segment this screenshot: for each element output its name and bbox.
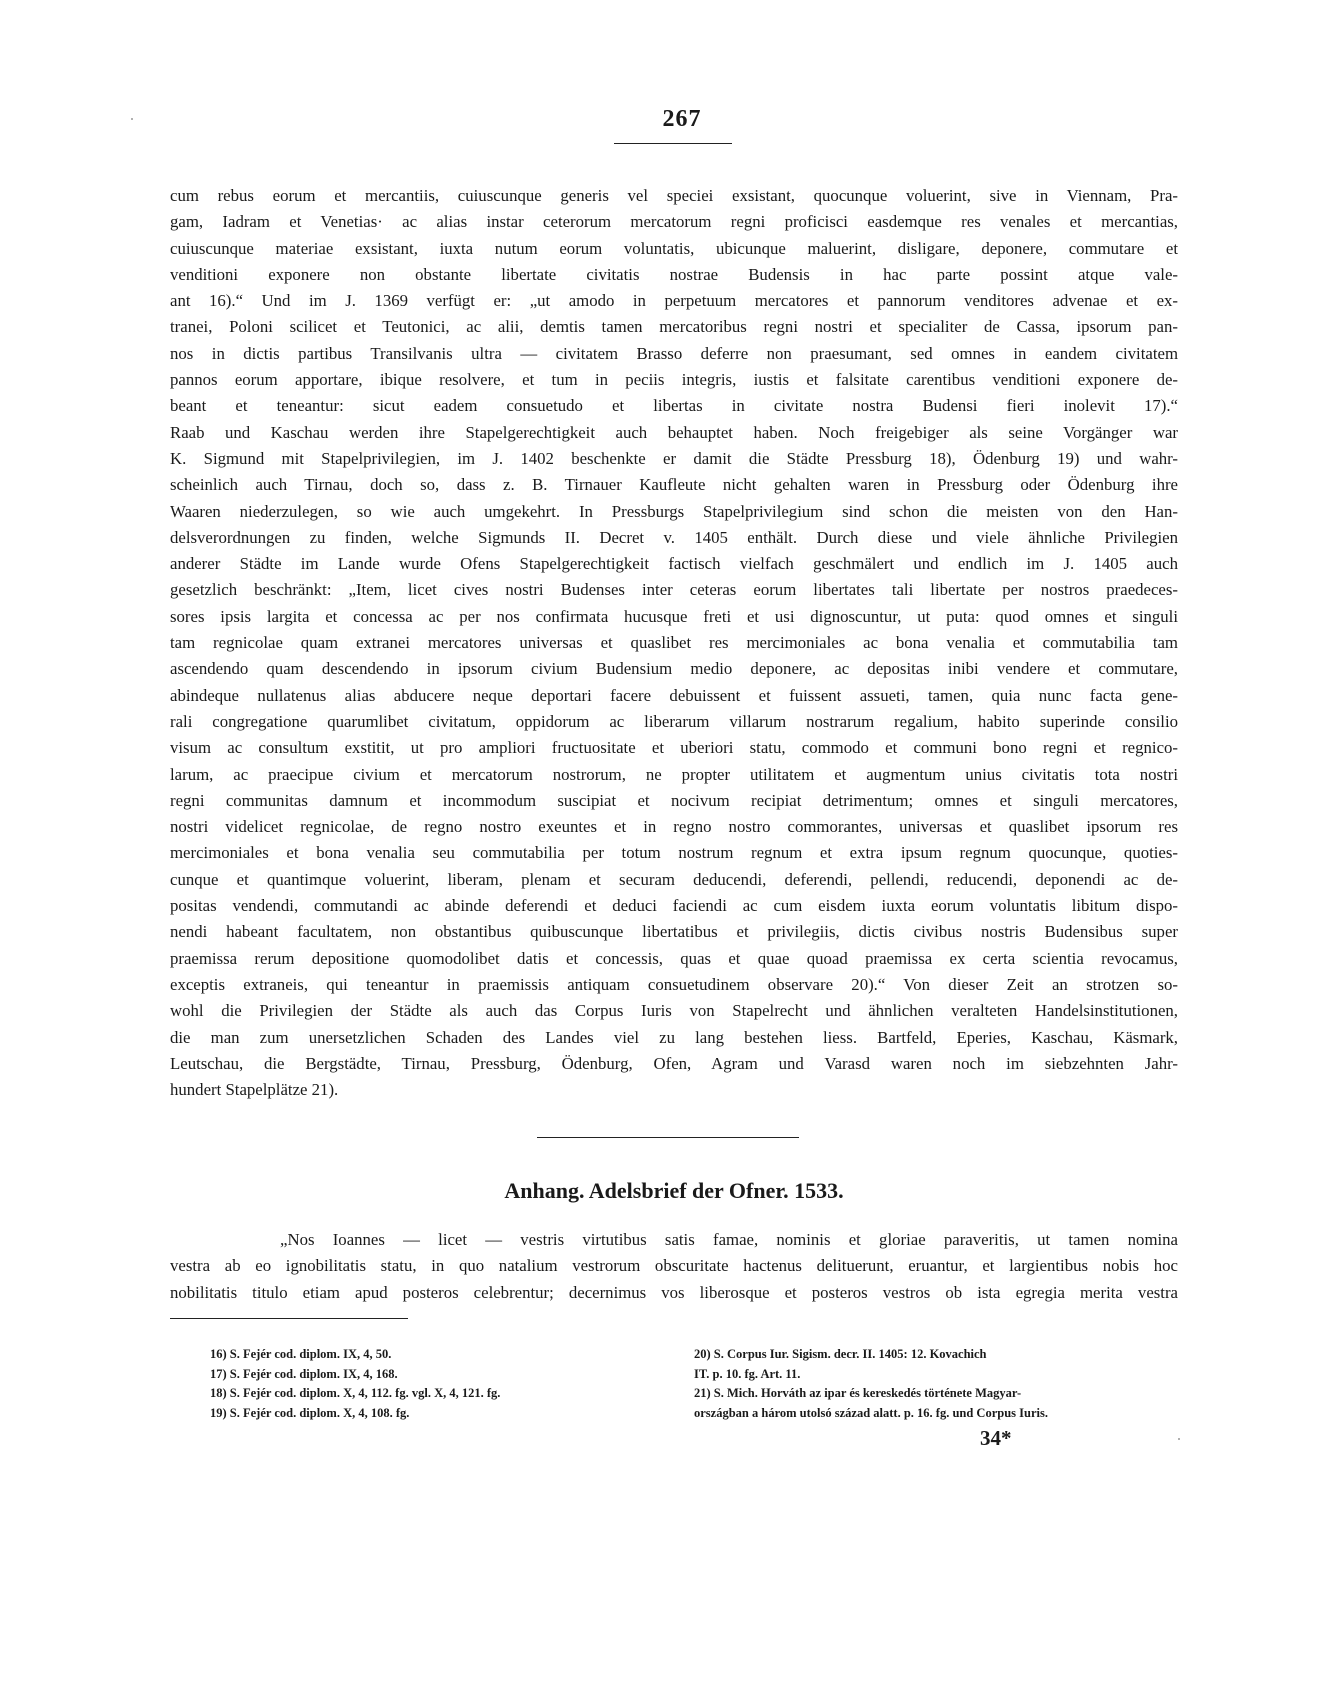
text-line: tranei, Poloni scilicet et Teutonici, ac alii, demtis tamen mercatoribus regni nostri et specialiter de Cassa, ipsorum pan- bbox=[170, 317, 1178, 337]
text-line: larum, ac praecipue civium et mercatorum nostrorum, ne propter utilitatem et augmentum unius civitatis tota nostri bbox=[170, 764, 1178, 784]
text-line: nos in dictis partibus Transilvanis ultra — civitatem Brasso deferre non praesumant, sed omnes in eandem civitatem bbox=[170, 343, 1178, 363]
appendix-line: „Nos Ioannes — licet — vestris virtutibus satis famae, nominis et gloriae paraveritis, ut tamen nomina bbox=[280, 1230, 1178, 1249]
text-line: Waaren niederzulegen, so wie auch umgekehrt. In Pressburgs Stapelprivilegium sind schon die meisten von den Han- bbox=[170, 501, 1178, 521]
appendix-line: nobilitatis titulo etiam apud posteros celebrentur; decernimus vos liberosque et posteros vestros ob ista egregia merita vestra bbox=[170, 1282, 1178, 1302]
text-line: cuiuscunque materiae exsistant, iuxta nutum eorum voluntatis, ubicunque maluerint, disligare, deponere, commutare et bbox=[170, 238, 1178, 258]
section-heading: Anhang. Adelsbrief der Ofner. 1533. bbox=[504, 1178, 844, 1203]
page-number: 267 bbox=[662, 106, 702, 132]
text-line: hundert Stapelplätze 21). bbox=[170, 1080, 339, 1100]
scan-speck bbox=[131, 118, 133, 120]
text-line: visum ac consultum exstitit, ut pro ampliori fructuositate et uberiori statu, commodo et communi bono regni et regnico- bbox=[170, 738, 1178, 758]
text-line: gam, Iadram et Venetias· ac alias instar ceterorum mercatorum regni proficisci easdemque res venales et mercantias, bbox=[170, 212, 1178, 232]
text-line: cunque et quantimque voluerint, liberam, plenam et securam deducendi, deferendi, pellendi, reducendi, deponendi ac de- bbox=[170, 869, 1178, 889]
text-line: Leutschau, die Bergstädte, Tirnau, Pressburg, Ödenburg, Ofen, Agram und Varasd waren noch im siebzehnten Jahr- bbox=[170, 1053, 1178, 1073]
footnote: 17) S. Fejér cod. diplom. IX, 4, 168. bbox=[210, 1366, 398, 1381]
text-line: abindeque nullatenus alias abducere neque deportari facere debuissent et fuissent assueti, tamen, quia nunc facta gene- bbox=[170, 685, 1178, 705]
footnote-rule bbox=[170, 1318, 408, 1319]
text-line: Raab und Kaschau werden ihre Stapelgerechtigkeit auch behauptet haben. Noch freigebiger als seine Vorgänger war bbox=[170, 422, 1178, 442]
page-number-rule bbox=[614, 143, 732, 144]
text-line: scheinlich auch Tirnau, doch so, dass z. B. Tirnauer Kaufleute nicht gehalten waren in Pressburg oder Ödenburg ihre bbox=[170, 475, 1178, 495]
text-line: gesetzlich beschränkt: „Item, licet cives nostri Budenses inter ceteras eorum libertates tali libertate per nostros praedeces- bbox=[170, 580, 1178, 600]
section-divider bbox=[537, 1137, 799, 1138]
text-line: wohl die Privilegien der Städte als auch das Corpus Iuris von Stapelrecht und ähnlichen veralteten Handelsinstitutionen, bbox=[170, 1001, 1178, 1021]
text-line: nostri videlicet regnicolae, de regno nostro exeuntes et in regno nostro commorantes, universas et quaslibet ipsorum res bbox=[170, 817, 1178, 837]
footnotes-right bbox=[694, 1345, 1178, 1423]
signature-mark: 34* bbox=[980, 1426, 1012, 1450]
footnote: 18) S. Fejér cod. diplom. X, 4, 112. fg. vgl. X, 4, 121. fg. bbox=[210, 1386, 501, 1400]
text-line: ant 16).“ Und im J. 1369 verfügt er: „ut amodo in perpetuum mercatores et pannorum venditores advenae et ex- bbox=[170, 291, 1178, 311]
text-line: positas vendendi, commutandi ac abinde deferendi et deduci faciendi ac cum eisdem iuxta eorum voluntatis libitum dispo- bbox=[170, 896, 1178, 916]
text-line: beant et teneantur: sicut eadem consuetudo et libertas in civitate nostra Budensi fieri inolevit 17).“ bbox=[170, 396, 1178, 416]
footnote: 19) S. Fejér cod. diplom. X, 4, 108. fg. bbox=[210, 1405, 410, 1420]
footnotes-left bbox=[210, 1345, 650, 1423]
text-line: die man zum unersetzlichen Schaden des Landes viel zu lang bestehen liess. Bartfeld, Eperies, Kaschau, Käsmark, bbox=[170, 1027, 1178, 1047]
text-line: venditioni exponere non obstante libertate civitatis nostrae Budensis in hac parte possint atque vale- bbox=[170, 264, 1178, 284]
footnote: IT. p. 10. fg. Art. 11. bbox=[694, 1366, 801, 1381]
text-line: sores ipsis largita et concessa ac per nos confirmata hucusque freti et usi dignoscuntur, ut puta: quod omnes et singuli bbox=[170, 606, 1178, 626]
text-line: nendi habeant facultatem, non obstantibus quibuscunque libertatibus et privilegiis, dictis civibus nostris Budensibus super bbox=[170, 922, 1178, 942]
scan-speck bbox=[1178, 1438, 1180, 1440]
main-text bbox=[170, 183, 1178, 1103]
text-line: pannos eorum apportare, ibique resolvere, et tum in peciis integris, iustis et falsitate carentibus venditioni exponere de- bbox=[170, 370, 1178, 390]
footnote: országban a három utolsó század alatt. p. 16. fg. und Corpus Iuris. bbox=[694, 1405, 1048, 1420]
text-line: regni communitas damnum et incommodum suscipiat et nocivum recipiat detrimentum; omnes et singuli mercatores, bbox=[170, 790, 1178, 810]
text-line: K. Sigmund mit Stapelprivilegien, im J. 1402 beschenkte er damit die Städte Pressburg 18), Ödenburg 19) und wahr- bbox=[170, 448, 1178, 468]
footnote: 16) S. Fejér cod. diplom. IX, 4, 50. bbox=[210, 1347, 392, 1361]
text-line: rali congregatione quarumlibet civitatum, oppidorum ac liberarum villarum nostrarum regalium, habito superinde consilio bbox=[170, 711, 1178, 731]
text-line: delsverordnungen zu finden, welche Sigmunds II. Decret v. 1405 enthält. Durch diese und viele ähnliche Privilegien bbox=[170, 527, 1178, 547]
appendix-line: vestra ab eo ignobilitatis statu, in quo natalium vestrorum obscuritate hactenus delituerunt, eruantur, et largientibus nobis hoc bbox=[170, 1256, 1178, 1276]
text-line: ascendendo quam descendendo in ipsorum civium Budensium medio deponere, ac depositas inibi vendere et commutare, bbox=[170, 659, 1178, 679]
text-line: exceptis extraneis, qui teneantur in praemissis antiquam consuetudinem observare 20).“ Von dieser Zeit an strotzen so- bbox=[170, 974, 1178, 994]
text-line: cum rebus eorum et mercantiis, cuiuscunque generis vel speciei exsistant, quocunque voluerint, sive in Viennam, Pra- bbox=[170, 186, 1178, 205]
appendix-text bbox=[170, 1227, 1178, 1306]
text-line: anderer Städte im Lande wurde Ofens Stapelgerechtigkeit factisch vielfach geschmälert und endlich im J. 1405 auch bbox=[170, 554, 1178, 574]
text-line: mercimoniales et bona venalia seu commutabilia per totum nostrum regnum et extra ipsum regnum quocunque, quoties- bbox=[170, 843, 1178, 863]
text-line: tam regnicolae quam extranei mercatores universas et quaslibet res mercimoniales ac bona venalia et commutabilia tam bbox=[170, 633, 1178, 653]
text-line: praemissa rerum depositione quomodolibet datis et concessis, quas et quae quoad praemissa ex certa scientia revocamus, bbox=[170, 948, 1178, 968]
footnote: 21) S. Mich. Horváth az ipar és kereskedés története Magyar- bbox=[694, 1386, 1022, 1400]
footnote: 20) S. Corpus Iur. Sigism. decr. II. 1405: 12. Kovachich bbox=[694, 1347, 987, 1361]
